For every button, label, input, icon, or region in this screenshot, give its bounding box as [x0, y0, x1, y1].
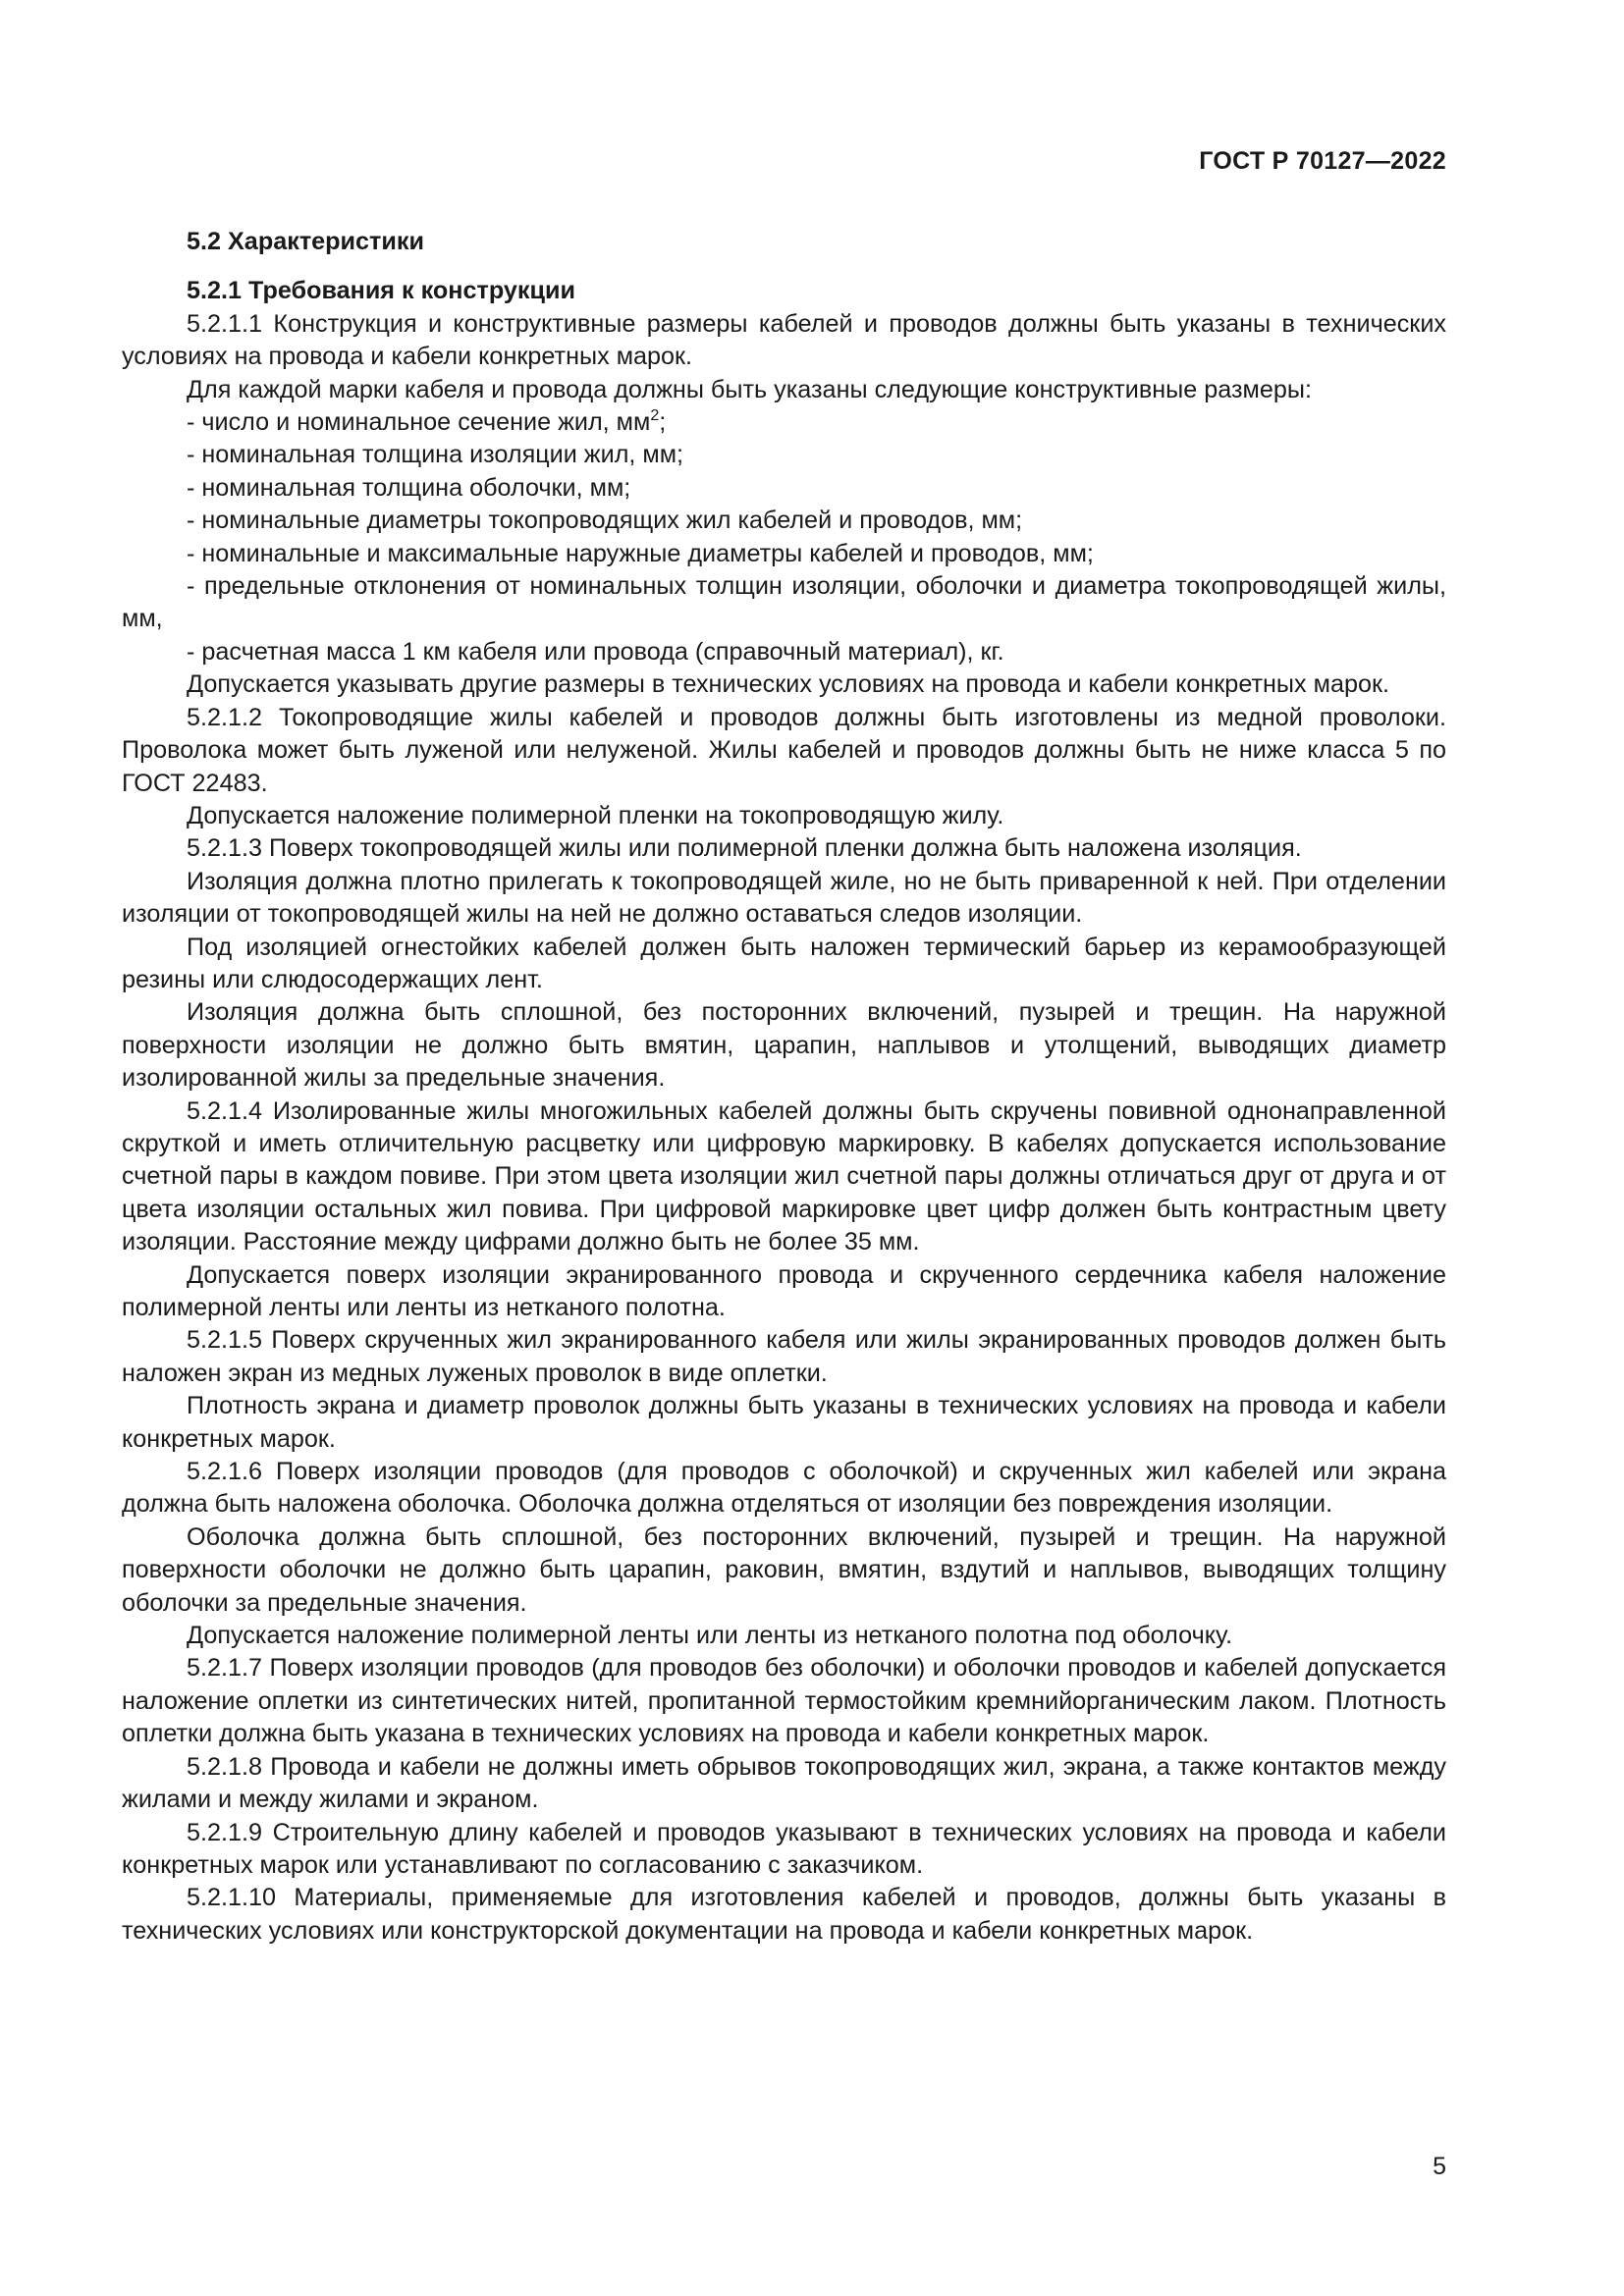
paragraph: Допускается наложение полимерной пленки на токопроводящую жилу. [187, 801, 1004, 829]
standard-code: ГОСТ Р 70127—2022 [1199, 147, 1446, 175]
list-intro: Для каждой марки кабеля и провода должны быть указаны следующие конструктивные размеры: [187, 375, 1312, 403]
paragraph-5-2-1-2: 5.2.1.2 Токопроводящие жилы кабелей и проводов должны быть изготовлены из медной проволоки. Проволока может быть луженой или нелуженой. Жилы кабелей и проводов должны быть не ниже класса 5 по ГОСТ 22483. [122, 703, 1446, 797]
page-number: 5 [1433, 2153, 1446, 2180]
paragraph: Оболочка должна быть сплошной, без посторонних включений, пузырей и трещин. На наружной поверхности оболочки не должно быть царапин, раковин, вмятин, вздутий и наплывов, выводящих толщину оболочки за предельные значения. [122, 1522, 1446, 1617]
paragraph-5-2-1-1: 5.2.1.1 Конструкция и конструктивные размеры кабелей и проводов должны быть указаны в технических условиях на провода и кабели конкретных марок. [122, 309, 1446, 371]
superscript: 2 [650, 407, 660, 425]
list-item: - номинальные и максимальные наружные диаметры кабелей и проводов, мм; [187, 539, 1094, 567]
list-item: - расчетная масса 1 км кабеля или провода (справочный материал), кг. [187, 637, 1004, 666]
paragraph: Допускается наложение полимерной ленты или ленты из нетканого полотна под оболочку. [187, 1622, 1233, 1650]
list-item [122, 406, 1446, 439]
paragraph-5-2-1-5: 5.2.1.5 Поверх скрученных жил экранированного кабеля или жилы экранированных проводов должен быть наложен экран из медных луженых проволок в виде оплетки. [122, 1326, 1446, 1387]
list-item-end: ; [659, 408, 667, 437]
section-heading: 5.2 Характеристики [187, 228, 424, 255]
paragraph: Допускается поверх изоляции экранированного провода и скрученного сердечника кабеля наложение полимерной ленты или ленты из нетканого полотна. [122, 1260, 1446, 1321]
list-item-text: - число и номинальное сечение жил, мм [187, 408, 651, 437]
list-item: - номинальные диаметры токопроводящих жил кабелей и проводов, мм; [187, 507, 1023, 535]
paragraph: Плотность экрана и диаметр проволок должны быть указаны в технических условиях на провода и кабели конкретных марок. [122, 1392, 1446, 1453]
paragraph-5-2-1-6: 5.2.1.6 Поверх изоляции проводов (для проводов с оболочкой) и скрученных жил кабелей или экрана должна быть наложена оболочка. Оболочка должна отделяться от изоляции без повреждения изоляции. [122, 1458, 1446, 1519]
paragraph-5-2-1-4: 5.2.1.4 Изолированные жилы многожильных кабелей должны быть скручены повивной однонаправленной скруткой и иметь отличительную расцветку или цифровую маркировку. В кабелях допускается использование счетной пары в каждом повиве. При этом цвета изоляции жил счетной пары должны отличаться друг от друга и от цвета изоляции остальных жил повива. При цифровой маркировке цвет цифр должен быть контрастным цвету изоляции. Расстояние между цифрами должно быть не более 35 мм. [122, 1096, 1446, 1256]
list-item: - номинальная толщина изоляции жил, мм; [187, 441, 684, 469]
paragraph: Изоляция должна быть сплошной, без посторонних включений, пузырей и трещин. На наружной поверхности изоляции не должно быть вмятин, царапин, наплывов и утолщений, выводящих диаметр изолированной жилы за предельные значения. [122, 998, 1446, 1093]
paragraph: Допускается указывать другие размеры в технических условиях на провода и кабели конкретных марок. [187, 670, 1389, 699]
paragraph: Под изоляцией огнестойких кабелей должен быть наложен термический барьер из керамообразующей резины или слюдосодержащих лент. [122, 933, 1446, 993]
paragraph-5-2-1-9: 5.2.1.9 Строительную длину кабелей и проводов указывают в технических условиях на провода и кабели конкретных марок или устанавливают по согласованию с заказчиком. [122, 1818, 1446, 1879]
document-body [122, 226, 1446, 1948]
list-item: - номинальная толщина оболочки, мм; [187, 473, 631, 502]
paragraph-5-2-1-7: 5.2.1.7 Поверх изоляции проводов (для проводов без оболочки) и оболочки проводов и кабелей допускается наложение оплетки из синтетических нитей, пропитанной термостойким кремнийорганическим лаком. Плотность оплетки должна быть указана в технических условиях на провода и кабели конкретных марок. [122, 1654, 1446, 1748]
list-item: - предельные отклонения от номинальных толщин изоляции, оболочки и диаметра токопроводящей жилы, мм, [122, 572, 1446, 633]
paragraph-5-2-1-8: 5.2.1.8 Провода и кабели не должны иметь обрывов токопроводящих жил, экрана, а также контактов между жилами и между жилами и экраном. [122, 1752, 1446, 1814]
subsection-heading: 5.2.1 Требования к конструкции [187, 277, 575, 305]
paragraph-5-2-1-10: 5.2.1.10 Материалы, применяемые для изготовления кабелей и проводов, должны быть указаны в технических условиях или конструкторской документации на провода и кабели конкретных марок. [122, 1884, 1446, 1945]
paragraph-5-2-1-3: 5.2.1.3 Поверх токопроводящей жилы или полимерной пленки должна быть наложена изоляция. [187, 834, 1302, 863]
paragraph: Изоляция должна плотно прилегать к токопроводящей жиле, но не быть приваренной к ней. При отделении изоляции от токопроводящей жилы на ней не должно оставаться следов изоляции. [122, 867, 1446, 929]
